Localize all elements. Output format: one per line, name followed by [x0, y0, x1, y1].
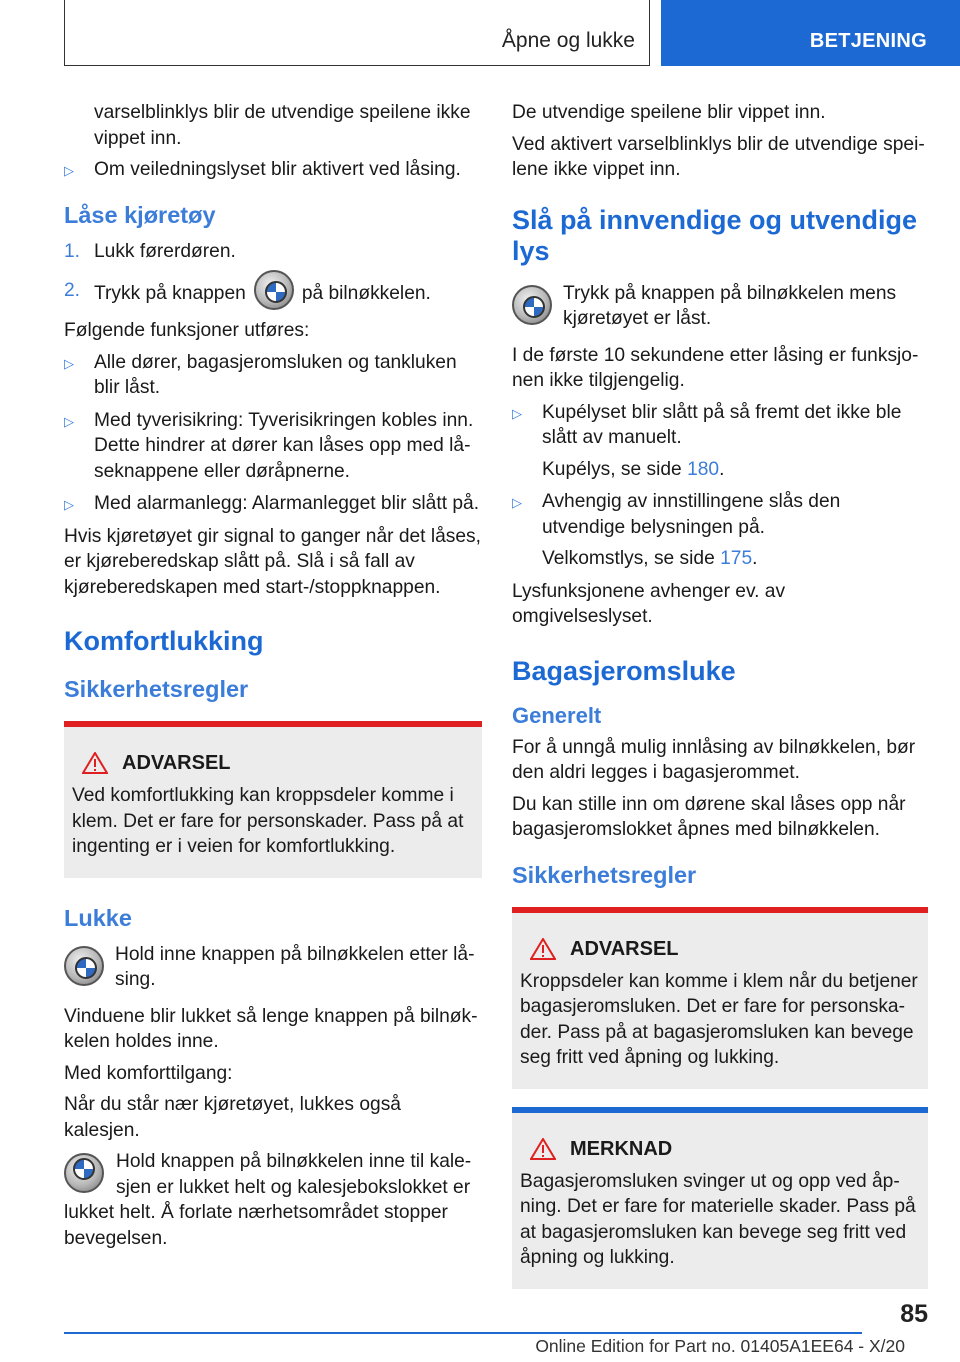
note-text: Bagasjeromsluken svinger ut og opp ved åpning. Det er fare for materielle skader. Pass på at bagasjeromsluken kan bevege seg fritt ved åpning og lukking. — [520, 1170, 916, 1268]
left-column — [64, 100, 482, 1261]
warning-triangle-icon — [530, 938, 556, 960]
functions-intro: Følgende funksjoner utføres: — [64, 320, 310, 341]
subheading-safety: Sikkerhetsregler — [512, 861, 697, 888]
list-item: ▷ Med tyverisikring: Tyverisikringen kobles inn. Dette hindrer at dører kan låses opp med låseknappene eller døråpnerne. — [64, 409, 474, 482]
header-section-box — [64, 0, 650, 66]
page-number: 85 — [900, 1300, 928, 1328]
triangle-bullet-icon: ▷ — [512, 405, 522, 421]
windows-text: Vinduene blir lukket så lenge knappen på bilnøkkelen holdes inne. — [64, 1005, 478, 1052]
subheading-general: Generelt — [512, 702, 602, 728]
list-item: ▷ Alle dører, bagasjeromsluken og tankluken blir låst. — [64, 351, 457, 398]
key-instruction: Trykk på knappen på bilnøkkelen mens kjøretøyet er låst. — [512, 281, 928, 333]
note-box — [512, 1107, 928, 1289]
step-item: 1. Lukk førerdøren. — [64, 240, 236, 262]
warning-box — [64, 721, 482, 878]
section-heading-lights: Slå på innvendige og utvendige lys — [512, 204, 918, 266]
list-item: ▷ Med alarmanlegg: Alarmanlegget blir slått på. — [64, 491, 482, 517]
bmw-key-button-icon — [254, 270, 294, 310]
bmw-key-button-icon — [64, 1153, 104, 1193]
triangle-bullet-icon: ▷ — [64, 497, 74, 512]
warning-text: Kroppsdeler kan komme i klem når du betjener bagasjeromsluken. Det er fare for personskader. Pass på at bagasjeromsluken kan bevege seg fritt ved åpning og lukking. — [520, 970, 918, 1068]
triangle-bullet-icon: ▷ — [64, 413, 74, 429]
list-item: ▷ Avhengig av innstillingene slås den utvendige belysningen på. Velkomstlys, se side 175. — [512, 491, 841, 569]
footer-divider — [64, 1332, 862, 1334]
header-section-title: Åpne og lukke — [501, 29, 635, 52]
warning-title: ADVARSEL — [570, 937, 679, 960]
subheading-safety: Sikkerhetsregler — [64, 676, 249, 702]
ten-seconds-note: I de første 10 sekundene etter låsing er funksjonen ikke tilgjengelig. — [512, 344, 919, 391]
footer-edition: Online Edition for Part no. 01405A1EE64 - X/20 — [535, 1336, 905, 1356]
warning-box — [512, 907, 928, 1089]
right-column — [512, 100, 928, 1303]
warning-triangle-icon — [530, 1138, 556, 1160]
bullet-continuation: varselblinklys blir de utvendige speilene ikke vippet inn. — [94, 102, 471, 149]
section-heading-trunk: Bagasjeromsluke — [512, 655, 736, 686]
header-chapter-box — [661, 0, 960, 66]
note-title: MERKNAD — [570, 1137, 673, 1160]
mirrors-folded: De utvendige speilene blir vippet inn. — [512, 102, 826, 123]
page-link-180[interactable]: 180 — [687, 458, 720, 480]
bmw-key-button-icon — [512, 285, 552, 325]
page-link-175[interactable]: 175 — [720, 548, 753, 569]
ready-note: Hvis kjøretøyet gir signal to ganger når det låses, er kjøreberedskap slått på. Slå i så fall av kjøreberedskapen med start-/stoppknappen. — [64, 525, 481, 598]
bmw-key-button-icon — [64, 946, 104, 986]
near-text: Når du står nær kjøretøyet, lukkes også kalesjen. — [64, 1094, 401, 1141]
warning-title: ADVARSEL — [122, 752, 231, 774]
subheading-close: Lukke — [64, 904, 132, 931]
triangle-bullet-icon: ▷ — [64, 355, 74, 371]
warning-triangle-icon — [82, 752, 108, 774]
general-text-2: Du kan stille inn om dørene skal låses opp når bagasjeromslokket åpnes med bilnøkkelen. — [512, 793, 906, 840]
section-heading-lock: Låse kjøretøy — [64, 201, 216, 228]
mirrors-note: Ved aktivert varselblinklys blir de utvendige speilene ikke vippet inn. — [512, 133, 925, 180]
light-dependency: Lysfunksjonene avhenger ev. av omgivelseslyset. — [512, 580, 786, 627]
key-instruction: Hold inne knappen på bilnøkkelen etter låsing. — [64, 942, 482, 994]
triangle-bullet-icon: ▷ — [64, 163, 74, 178]
triangle-bullet-icon: ▷ — [512, 495, 522, 510]
general-text-1: For å unngå mulig innlåsing av bilnøkkelen, bør den aldri legges i bagasjerommet. — [512, 736, 916, 783]
comfort-access: Med komforttilgang: — [64, 1062, 233, 1084]
step-item: 2. Trykk på knappen på bilnøkkelen. — [64, 278, 482, 310]
key-instruction: Hold knappen på bilnøkkelen inne til kalesjen er lukket helt og kalesjebokslokket er lukket helt. Å forlate nærhetsområdet stopper bevegelsen. — [64, 1151, 472, 1249]
warning-text: Ved komfortlukking kan kroppsdeler komme i klem. Det er fare for personskader. Pass på at ingenting er i veien for komfortlukking. — [72, 785, 464, 857]
list-item: ▷ Kupélyset blir slått på så fremt det ikke ble slått av manuelt. Kupélys, se side 180. — [512, 401, 902, 480]
section-heading-comfort: Komfortlukking — [64, 626, 264, 656]
list-item: ▷ Om veiledningslyset blir aktivert ved låsing. — [64, 157, 482, 183]
header-chapter-title: BETJENING — [809, 30, 927, 52]
